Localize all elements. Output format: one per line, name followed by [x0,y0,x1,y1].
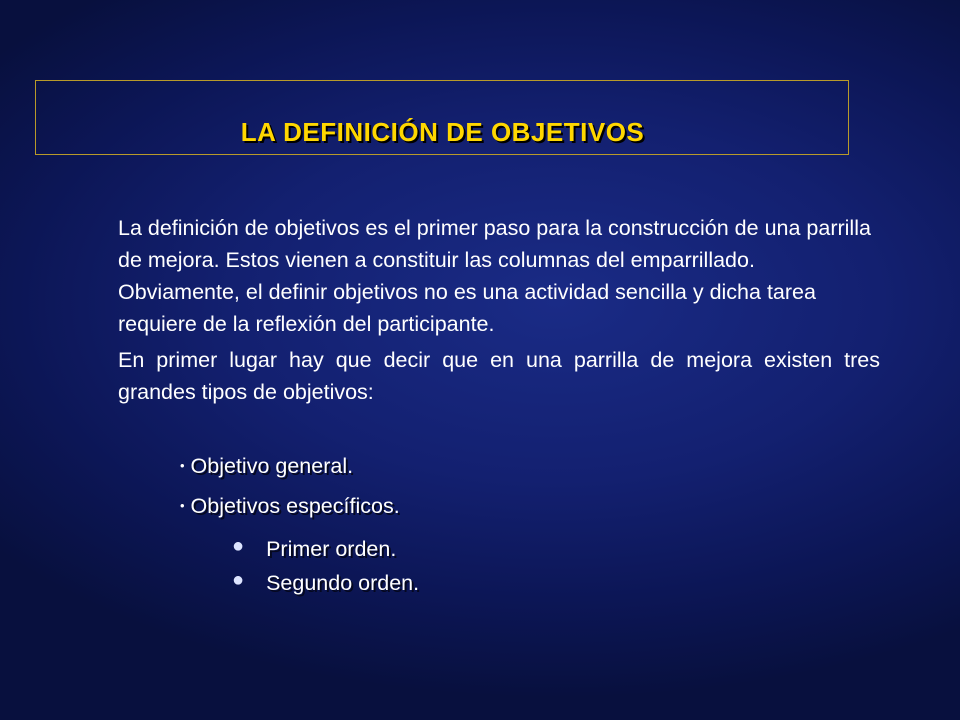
bullet-label-especificos: Objetivos específicos. [190,494,400,518]
bullet-label-general: Objetivo general. [190,454,354,478]
bullet-dot-icon: ● [232,535,245,557]
types-paragraph: En primer lugar hay que decir que en una parrilla de mejora existen tres grandes tipos de objetivos: [118,348,880,404]
slide-title: LA DEFINICIÓN DE OBJETIVOS [240,117,645,147]
bullet-dot-icon: • [180,458,185,473]
bullet-dot-icon: ● [232,569,245,591]
bullet-dot-icon: • [180,498,185,513]
slide-body [118,212,880,412]
sub-bullet-label-segundo: Segundo orden. [266,571,420,595]
intro-paragraph: La definición de objetivos es el primer paso para la construcción de una parrilla de mejora. Estos vienen a constituir las columnas del emparrillado. Obviamente, el definir objetivos no es una actividad sencilla y dicha tarea requiere de la reflexión del participante. [118,216,871,336]
list-item [180,494,400,519]
list-item [232,535,396,562]
list-item [232,569,419,596]
list-item [180,454,353,479]
sub-bullet-label-primer: Primer orden. [266,537,397,561]
